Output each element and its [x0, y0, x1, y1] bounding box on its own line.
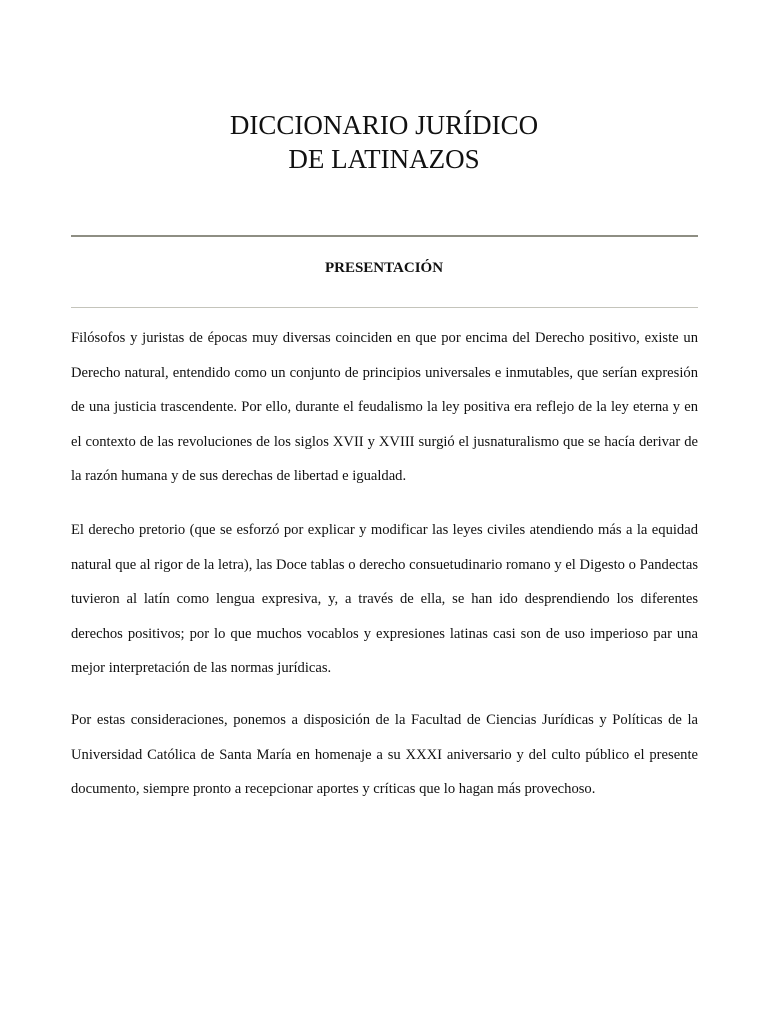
- title-line-1: DICCIONARIO JURÍDICO: [229, 110, 539, 140]
- paragraph-2: El derecho pretorio (que se esforzó por explicar y modificar las leyes civiles atendiendo más a la equidad natural que al rigor de la letra), las Doce tablas o derecho consuetudinario romano y el Digesto o Pandectas tuvieron al latín como lengua expresiva, y, a través de ella, se han ido desprendiendo los diferentes derechos positivos; por lo que muchos vocablos y expresiones latinas casi son de uso imperioso par una mejor interpretación de las normas jurídicas.: [71, 522, 698, 677]
- title-line-2: DE LATINAZOS: [288, 144, 480, 174]
- section-heading: PRESENTACIÓN: [324, 260, 444, 276]
- bottom-divider: [71, 307, 698, 308]
- top-divider: [71, 235, 698, 237]
- document-title: [0, 108, 768, 176]
- paragraph-1: Filósofos y juristas de épocas muy diversas coinciden en que por encima del Derecho positivo, existe un Derecho natural, entendido como un conjunto de principios universales e inmutables, que serían expresión de una justicia trascendente. Por ello, durante el feudalismo la ley positiva era reflejo de la ley eterna y en el contexto de las revoluciones de los siglos XVII y XVIII surgió el jusnaturalismo que se hacía derivar de la razón humana y de sus derechas de libertad e igualdad.: [71, 330, 698, 485]
- paragraph-3: Por estas consideraciones, ponemos a disposición de la Facultad de Ciencias Jurídicas y Políticas de la Universidad Católica de Santa María en homenaje a su XXXI aniversario y del culto público el presente documento, siempre pronto a recepcionar aportes y críticas que lo hagan más provechoso.: [71, 712, 698, 798]
